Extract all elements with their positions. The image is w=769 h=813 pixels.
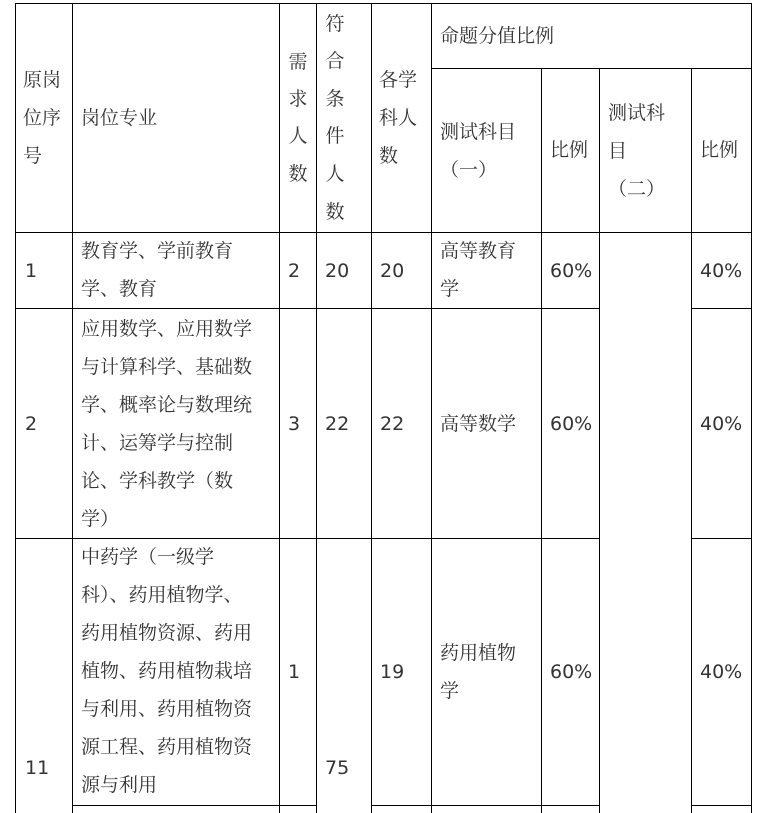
row3-need: 1 [288,661,301,683]
row3-ratio1: 60% [550,661,593,683]
col-divider [691,68,692,813]
table-border-left [15,3,16,813]
row1-ratio1: 60% [550,260,593,282]
row3-per-subject: 19 [380,661,405,683]
table-border-top [15,3,752,4]
row3-subject1-line: 药用植物 [440,642,517,664]
header-major: 岗位专业 [81,107,158,129]
row1-major-line: 教育学、学前教育 [81,240,234,262]
header-qualified-char: 件 [325,125,345,147]
header-per-subject-line: 数 [379,145,399,167]
header-qualified-char: 条 [325,88,345,110]
header-need-char: 人 [288,125,308,147]
header-ratio2: 比例 [700,139,739,161]
header-qualified-char: 合 [325,50,345,72]
col-divider [72,3,73,813]
row2-major-line: 论、学科教学（数 [81,470,234,492]
header-score-ratio: 命题分值比例 [440,25,555,47]
row-divider [15,308,599,309]
row-divider [371,805,599,806]
row2-major-line: 与计算科学、基础数 [81,356,253,378]
col-divider [371,3,372,813]
header-need-char: 求 [288,88,308,110]
col-divider [279,3,280,813]
row1-major-line: 学、教育 [81,278,158,300]
row2-major-line: 学） [81,508,120,530]
row1-ratio2: 40% [700,260,743,282]
header-ratio1: 比例 [550,139,589,161]
row3-major-line: 源与利用 [81,774,158,796]
header-seq-line: 位序 [23,107,62,129]
row2-major-line: 学、概率论与数理统 [81,394,253,416]
row2-qualified: 22 [325,413,350,435]
row2-major-line: 应用数学、应用数学 [81,318,253,340]
row3-qualified: 75 [325,757,350,779]
row3-major-line: 药用植物资源、药用 [81,622,253,644]
row1-subject1-line: 学 [440,278,460,300]
col-divider [599,68,600,813]
header-need-char: 数 [288,163,308,185]
row2-major-line: 计、运筹学与控制 [81,432,234,454]
header-subject2-line: 目 [608,140,628,162]
header-qualified-char: 人 [325,163,345,185]
row1-seq: 1 [25,260,38,282]
row3-major-line: 植物、药用植物栽培 [81,660,253,682]
row1-subject1-line: 高等教育 [440,240,517,262]
col-divider [431,3,432,813]
row-divider [691,538,752,539]
header-subject1-line: 测试科目 [440,121,517,143]
row-divider [691,308,752,309]
table-border-right [751,3,752,813]
row3-major-line: 科）、药用植物学、 [81,584,243,606]
row2-subject1-line: 高等数学 [440,413,517,435]
header-subject1-line: （一） [440,159,498,181]
row3-seq: 11 [25,757,50,779]
row1-qualified: 20 [325,260,350,282]
header-seq-line: 原岗 [23,69,62,91]
header-qualified-char: 数 [325,201,345,223]
row3-ratio2: 40% [700,661,743,683]
row2-seq: 2 [25,413,38,435]
row1-need: 2 [288,260,301,282]
row2-ratio2: 40% [700,413,743,435]
row2-need: 3 [288,413,301,435]
header-need-char: 需 [288,51,308,73]
col-divider [541,68,542,813]
row1-per-subject: 20 [380,260,405,282]
row3-major-line: 与利用、药用植物资 [81,698,253,720]
header-seq-line: 号 [23,145,43,167]
row2-per-subject: 22 [380,413,405,435]
header-subject2-line: 测试科 [608,102,666,124]
col-divider [316,3,317,813]
header-subject2-line: （二） [608,178,666,200]
header-per-subject-line: 科人 [379,107,418,129]
row3-major-line: 中药学（一级学 [81,546,215,568]
header-per-subject-line: 各学 [379,69,418,91]
row2-ratio1: 60% [550,413,593,435]
header-sub-divider [431,68,752,69]
row3-major-line: 源工程、药用植物资 [81,736,253,758]
header-qualified-char: 符 [325,13,345,35]
row3-subject1-line: 学 [440,680,460,702]
row-divider [691,805,752,806]
